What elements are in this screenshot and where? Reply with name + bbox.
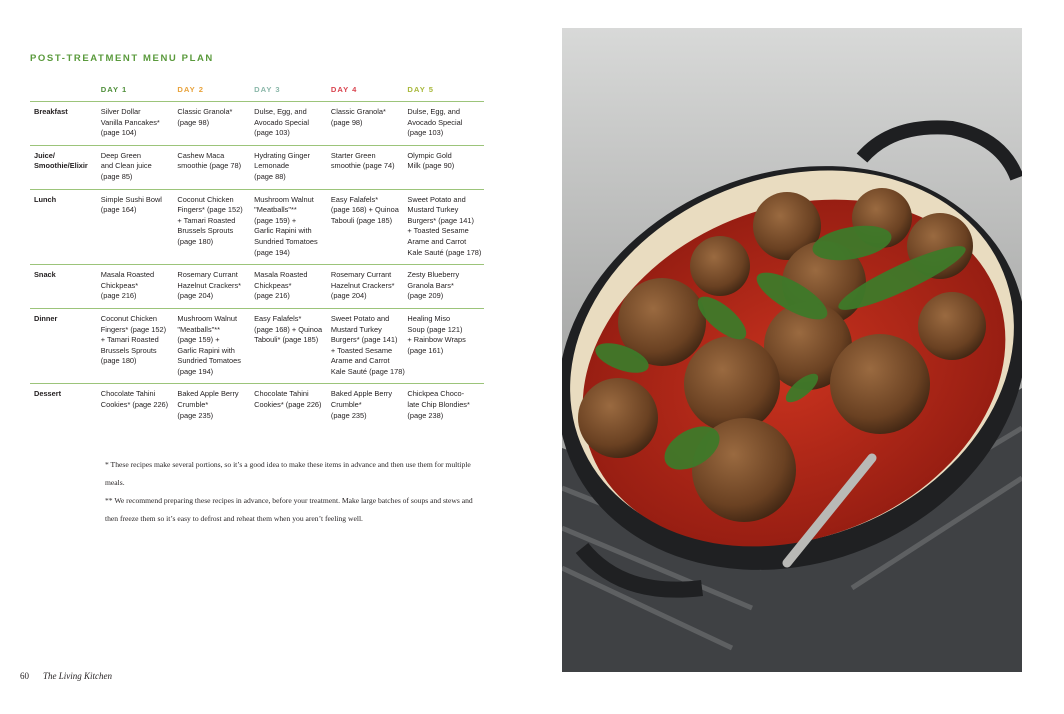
meal-cell: Deep Green and Clean juice (page 85)	[101, 145, 178, 189]
meal-cell: Chickpea Choco- late Chip Blondies* (page 238)	[407, 384, 484, 427]
meal-label: Juice/ Smoothie/Elixir	[30, 145, 101, 189]
table-row	[30, 102, 484, 146]
meal-cell: Sweet Potato and Mustard Turkey Burgers* (page 141) + Toasted Sesame Arame and Carrot Kale Sauté (page 178)	[407, 189, 484, 265]
meal-cell: Hydrating Ginger Lemonade (page 88)	[254, 145, 331, 189]
meal-cell: Rosemary Currant Hazelnut Crackers* (page 204)	[177, 265, 254, 309]
meal-cell: Sweet Potato and Mustard Turkey Burgers* (page 141) + Toasted Sesame Arame and Carrot Kale Sauté (page 178)	[331, 308, 408, 384]
meal-cell: Dulse, Egg, and Avocado Special (page 103)	[407, 102, 484, 146]
book-title: The Living Kitchen	[43, 671, 112, 681]
footnotes	[105, 456, 485, 528]
table-header-row	[30, 84, 484, 102]
meal-label: Breakfast	[30, 102, 101, 146]
table-row	[30, 384, 484, 427]
meal-cell: Classic Granola* (page 98)	[331, 102, 408, 146]
menu-plan-table	[30, 84, 484, 427]
meal-cell: Chocolate Tahini Cookies* (page 226)	[254, 384, 331, 427]
table-row	[30, 145, 484, 189]
meal-cell: Chocolate Tahini Cookies* (page 226)	[101, 384, 178, 427]
meal-cell: Dulse, Egg, and Avocado Special (page 103)	[254, 102, 331, 146]
meal-cell: Coconut Chicken Fingers* (page 152) + Tamari Roasted Brussels Sprouts (page 180)	[101, 308, 178, 384]
meal-label: Dinner	[30, 308, 101, 384]
meal-label: Dessert	[30, 384, 101, 427]
meal-cell: Rosemary Currant Hazelnut Crackers* (page 204)	[331, 265, 408, 309]
day-header: DAY 2	[177, 84, 204, 94]
day-header: DAY 1	[100, 84, 128, 94]
meal-cell: Cashew Maca smoothie (page 78)	[177, 145, 254, 189]
meal-cell: Easy Falafels* (page 168) + Quinoa Tabouli (page 185)	[331, 189, 408, 265]
meal-label: Lunch	[30, 189, 101, 265]
page-footer	[20, 671, 112, 681]
meal-cell: Simple Sushi Bowl (page 164)	[101, 189, 178, 265]
meal-cell: Baked Apple Berry Crumble* (page 235)	[331, 384, 408, 427]
meal-label: Snack	[30, 265, 101, 309]
meal-cell: Easy Falafels* (page 168) + Quinoa Tabouli* (page 185)	[254, 308, 331, 384]
meal-cell: Coconut Chicken Fingers* (page 152) + Tamari Roasted Brussels Sprouts (page 180)	[177, 189, 254, 265]
meal-cell: Silver Dollar Vanilla Pancakes* (page 104)	[101, 102, 178, 146]
table-row	[30, 189, 484, 265]
table-row	[30, 308, 484, 384]
meal-cell: Olympic Gold Milk (page 90)	[407, 145, 484, 189]
meal-cell: Zesty Blueberry Granola Bars* (page 209)	[407, 265, 484, 309]
day-header: DAY 5	[407, 84, 434, 94]
meal-cell: Starter Green smoothie (page 74)	[331, 145, 408, 189]
footnote-single-asterisk: * These recipes make several portions, so it’s a good idea to make these items in advance and then use them for multiple meals.	[105, 460, 471, 487]
day-header: DAY 4	[330, 84, 358, 94]
meal-cell: Masala Roasted Chickpeas* (page 216)	[254, 265, 331, 309]
footnote-double-asterisk: ** We recommend preparing these recipes in advance, before your treatment. Make large batches of soups and stews and then freeze them so it’s easy to defrost and reheat them when you aren’t feeling well.	[105, 496, 473, 523]
meal-cell: Classic Granola* (page 98)	[177, 102, 254, 146]
meal-cell: Baked Apple Berry Crumble* (page 235)	[177, 384, 254, 427]
table-row	[30, 265, 484, 309]
meal-cell: Healing Miso Soup (page 121) + Rainbow Wraps (page 161)	[407, 308, 484, 384]
page-number: 60	[20, 671, 29, 681]
page-title: POST-TREATMENT MENU PLAN	[30, 53, 214, 64]
meatballs-photo	[562, 28, 1022, 672]
meal-cell: Masala Roasted Chickpeas* (page 216)	[101, 265, 178, 309]
meal-cell: Mushroom Walnut "Meatballs"** (page 159) + Garlic Rapini with Sundried Tomatoes (page 194)	[177, 308, 254, 384]
meal-cell: Mushroom Walnut "Meatballs"** (page 159) + Garlic Rapini with Sundried Tomatoes (page 194)	[254, 189, 331, 265]
row-label-header	[30, 84, 101, 102]
day-header: DAY 3	[254, 84, 281, 94]
